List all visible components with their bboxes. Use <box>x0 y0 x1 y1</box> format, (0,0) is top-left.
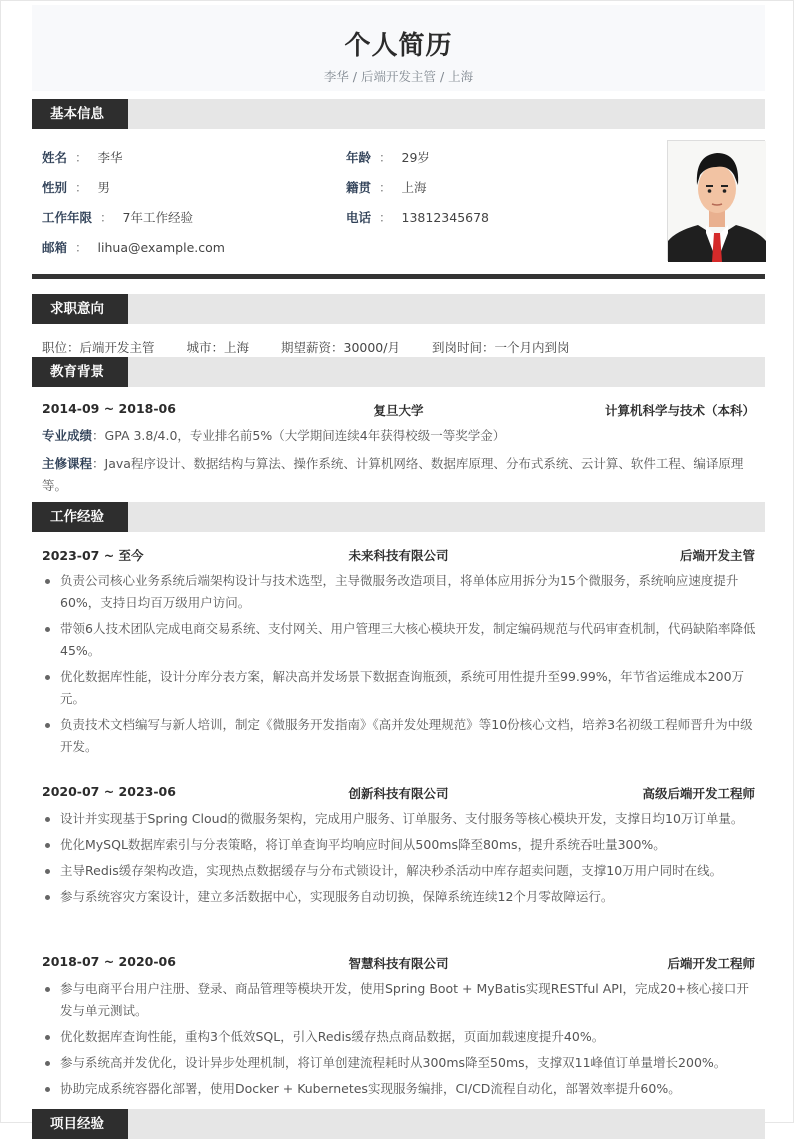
page-title: 个人简历 <box>344 31 453 61</box>
value: ：GPA 3.8/4.0，专业排名前5%（大学期间连续4年获得校级一等奖学金） <box>92 428 506 443</box>
work-company: 未来科技有限公司 <box>348 548 449 563</box>
list-item: 协助完成系统容器化部署，使用Docker + Kubernetes实现服务编排，CI/CD流程自动化，部署效率提升60%。 <box>42 1078 757 1100</box>
info-age <box>346 148 430 166</box>
value: 李华 <box>97 150 123 165</box>
section-header-basic <box>32 99 765 129</box>
intent-position: 职位：后端开发主管 <box>42 340 155 355</box>
list-item: 负责公司核心业务系统后端架构设计与技术选型，主导微服务改造项目，将单体应用拆分为15个微服务，系统响应速度提升60%，支持日均百万级用户访问。 <box>42 570 757 614</box>
edu-courses <box>42 453 757 497</box>
section-header-education <box>32 357 765 387</box>
work-title: 后端开发工程师 <box>667 956 755 971</box>
edu-school: 复旦大学 <box>373 403 424 418</box>
list-item: 主导Redis缓存架构改造，实现热点数据缓存与分布式锁设计，解决秒杀活动中库存超卖问题，支撑10万用户同时在线。 <box>42 860 757 882</box>
section-header-work <box>32 502 765 532</box>
list-item: 优化数据库查询性能，重构3个低效SQL，引入Redis缓存热点商品数据，页面加载速度提升40%。 <box>42 1026 757 1048</box>
info-gender <box>42 178 110 196</box>
label: 籍贯 <box>346 180 372 195</box>
avatar-photo <box>667 140 765 261</box>
work-entry-header <box>42 784 755 802</box>
intent-availability: 到岗时间：一个月内到岗 <box>431 340 570 355</box>
work-period: 2020-07 ~ 2023-06 <box>42 784 176 799</box>
info-origin <box>346 178 427 196</box>
work-bullets <box>42 808 757 912</box>
label: 邮箱 <box>42 240 68 255</box>
section-divider <box>32 274 765 279</box>
section-title: 工作经验 <box>32 502 128 532</box>
section-title: 教育背景 <box>32 357 128 387</box>
value: 29岁 <box>401 150 430 165</box>
value: 男 <box>97 180 111 195</box>
edu-gpa <box>42 425 757 447</box>
label: 工作年限 <box>42 210 93 225</box>
colon: ： <box>379 150 392 165</box>
list-item: 优化数据库性能，设计分库分表方案，解决高并发场景下数据查询瓶颈，系统可用性提升至99.99%，年节省运维成本200万元。 <box>42 666 757 710</box>
work-company: 创新科技有限公司 <box>348 786 449 801</box>
value: 13812345678 <box>401 210 490 225</box>
work-bullets <box>42 978 757 1104</box>
value: ：Java程序设计、数据结构与算法、操作系统、计算机网络、数据库原理、分布式系统、云计算、软件工程、编译原理等。 <box>42 456 744 493</box>
edu-period: 2014-09 ~ 2018-06 <box>42 401 176 416</box>
colon: ： <box>75 180 88 195</box>
list-item: 设计并实现基于Spring Cloud的微服务架构，完成用户服务、订单服务、支付服务等核心模块开发，支撑日均10万订单量。 <box>42 808 757 830</box>
info-years <box>42 208 193 226</box>
section-header-projects <box>32 1109 765 1139</box>
work-period: 2023-07 ~ 至今 <box>42 548 144 563</box>
colon: ： <box>379 210 392 225</box>
colon: ： <box>75 240 88 255</box>
person-avatar-icon <box>668 141 766 262</box>
section-title: 项目经验 <box>32 1109 128 1139</box>
label: 性别 <box>42 180 68 195</box>
work-period: 2018-07 ~ 2020-06 <box>42 954 176 969</box>
info-phone <box>346 208 489 226</box>
section-title: 基本信息 <box>32 99 128 129</box>
value: 7年工作经验 <box>122 210 193 225</box>
edu-major: 计算机科学与技术（本科） <box>604 403 755 418</box>
page-subtitle: 李华 / 后端开发主管 / 上海 <box>323 69 474 84</box>
email-link[interactable]: lihua@example.com <box>97 240 225 255</box>
section-title: 求职意向 <box>32 294 128 324</box>
label: 电话 <box>346 210 372 225</box>
info-name <box>42 148 123 166</box>
intent-city: 城市：上海 <box>186 340 250 355</box>
work-entry-header <box>42 546 755 564</box>
resume-header <box>32 5 765 91</box>
colon: ： <box>100 210 113 225</box>
work-title: 高级后端开发工程师 <box>642 786 755 801</box>
work-entry-header <box>42 954 755 972</box>
work-bullets <box>42 570 757 762</box>
list-item: 负责技术文档编写与新人培训，制定《微服务开发指南》《高并发处理规范》等10份核心文档，培养3名初级工程师晋升为中级开发。 <box>42 714 757 758</box>
list-item: 优化MySQL数据库索引与分表策略，将订单查询平均响应时间从500ms降至80ms，提升系统吞吐量300%。 <box>42 834 757 856</box>
intent-salary: 期望薪资：30000/月 <box>281 340 400 355</box>
label: 年龄 <box>346 150 372 165</box>
work-company: 智慧科技有限公司 <box>348 956 449 971</box>
label: 专业成绩 <box>42 428 93 443</box>
job-intent-row <box>42 338 597 356</box>
list-item: 参与系统容灾方案设计，建立多活数据中心，实现服务自动切换，保障系统连续12个月零故障运行。 <box>42 886 757 908</box>
value: 上海 <box>401 180 427 195</box>
education-entry <box>42 401 755 419</box>
list-item: 带领6人技术团队完成电商交易系统、支付网关、用户管理三大核心模块开发，制定编码规范与代码审查机制，代码缺陷率降低45%。 <box>42 618 757 662</box>
list-item: 参与系统高并发优化，设计异步处理机制，将订单创建流程耗时从300ms降至50ms，支撑双11峰值订单量增长200%。 <box>42 1052 757 1074</box>
info-email <box>42 238 225 256</box>
work-title: 后端开发主管 <box>679 548 755 563</box>
label: 主修课程 <box>42 456 93 471</box>
section-header-intent <box>32 294 765 324</box>
list-item: 参与电商平台用户注册、登录、商品管理等模块开发，使用Spring Boot + MyBatis实现RESTful API，完成20+核心接口开发与单元测试。 <box>42 978 757 1022</box>
label: 姓名 <box>42 150 68 165</box>
colon: ： <box>75 150 88 165</box>
colon: ： <box>379 180 392 195</box>
